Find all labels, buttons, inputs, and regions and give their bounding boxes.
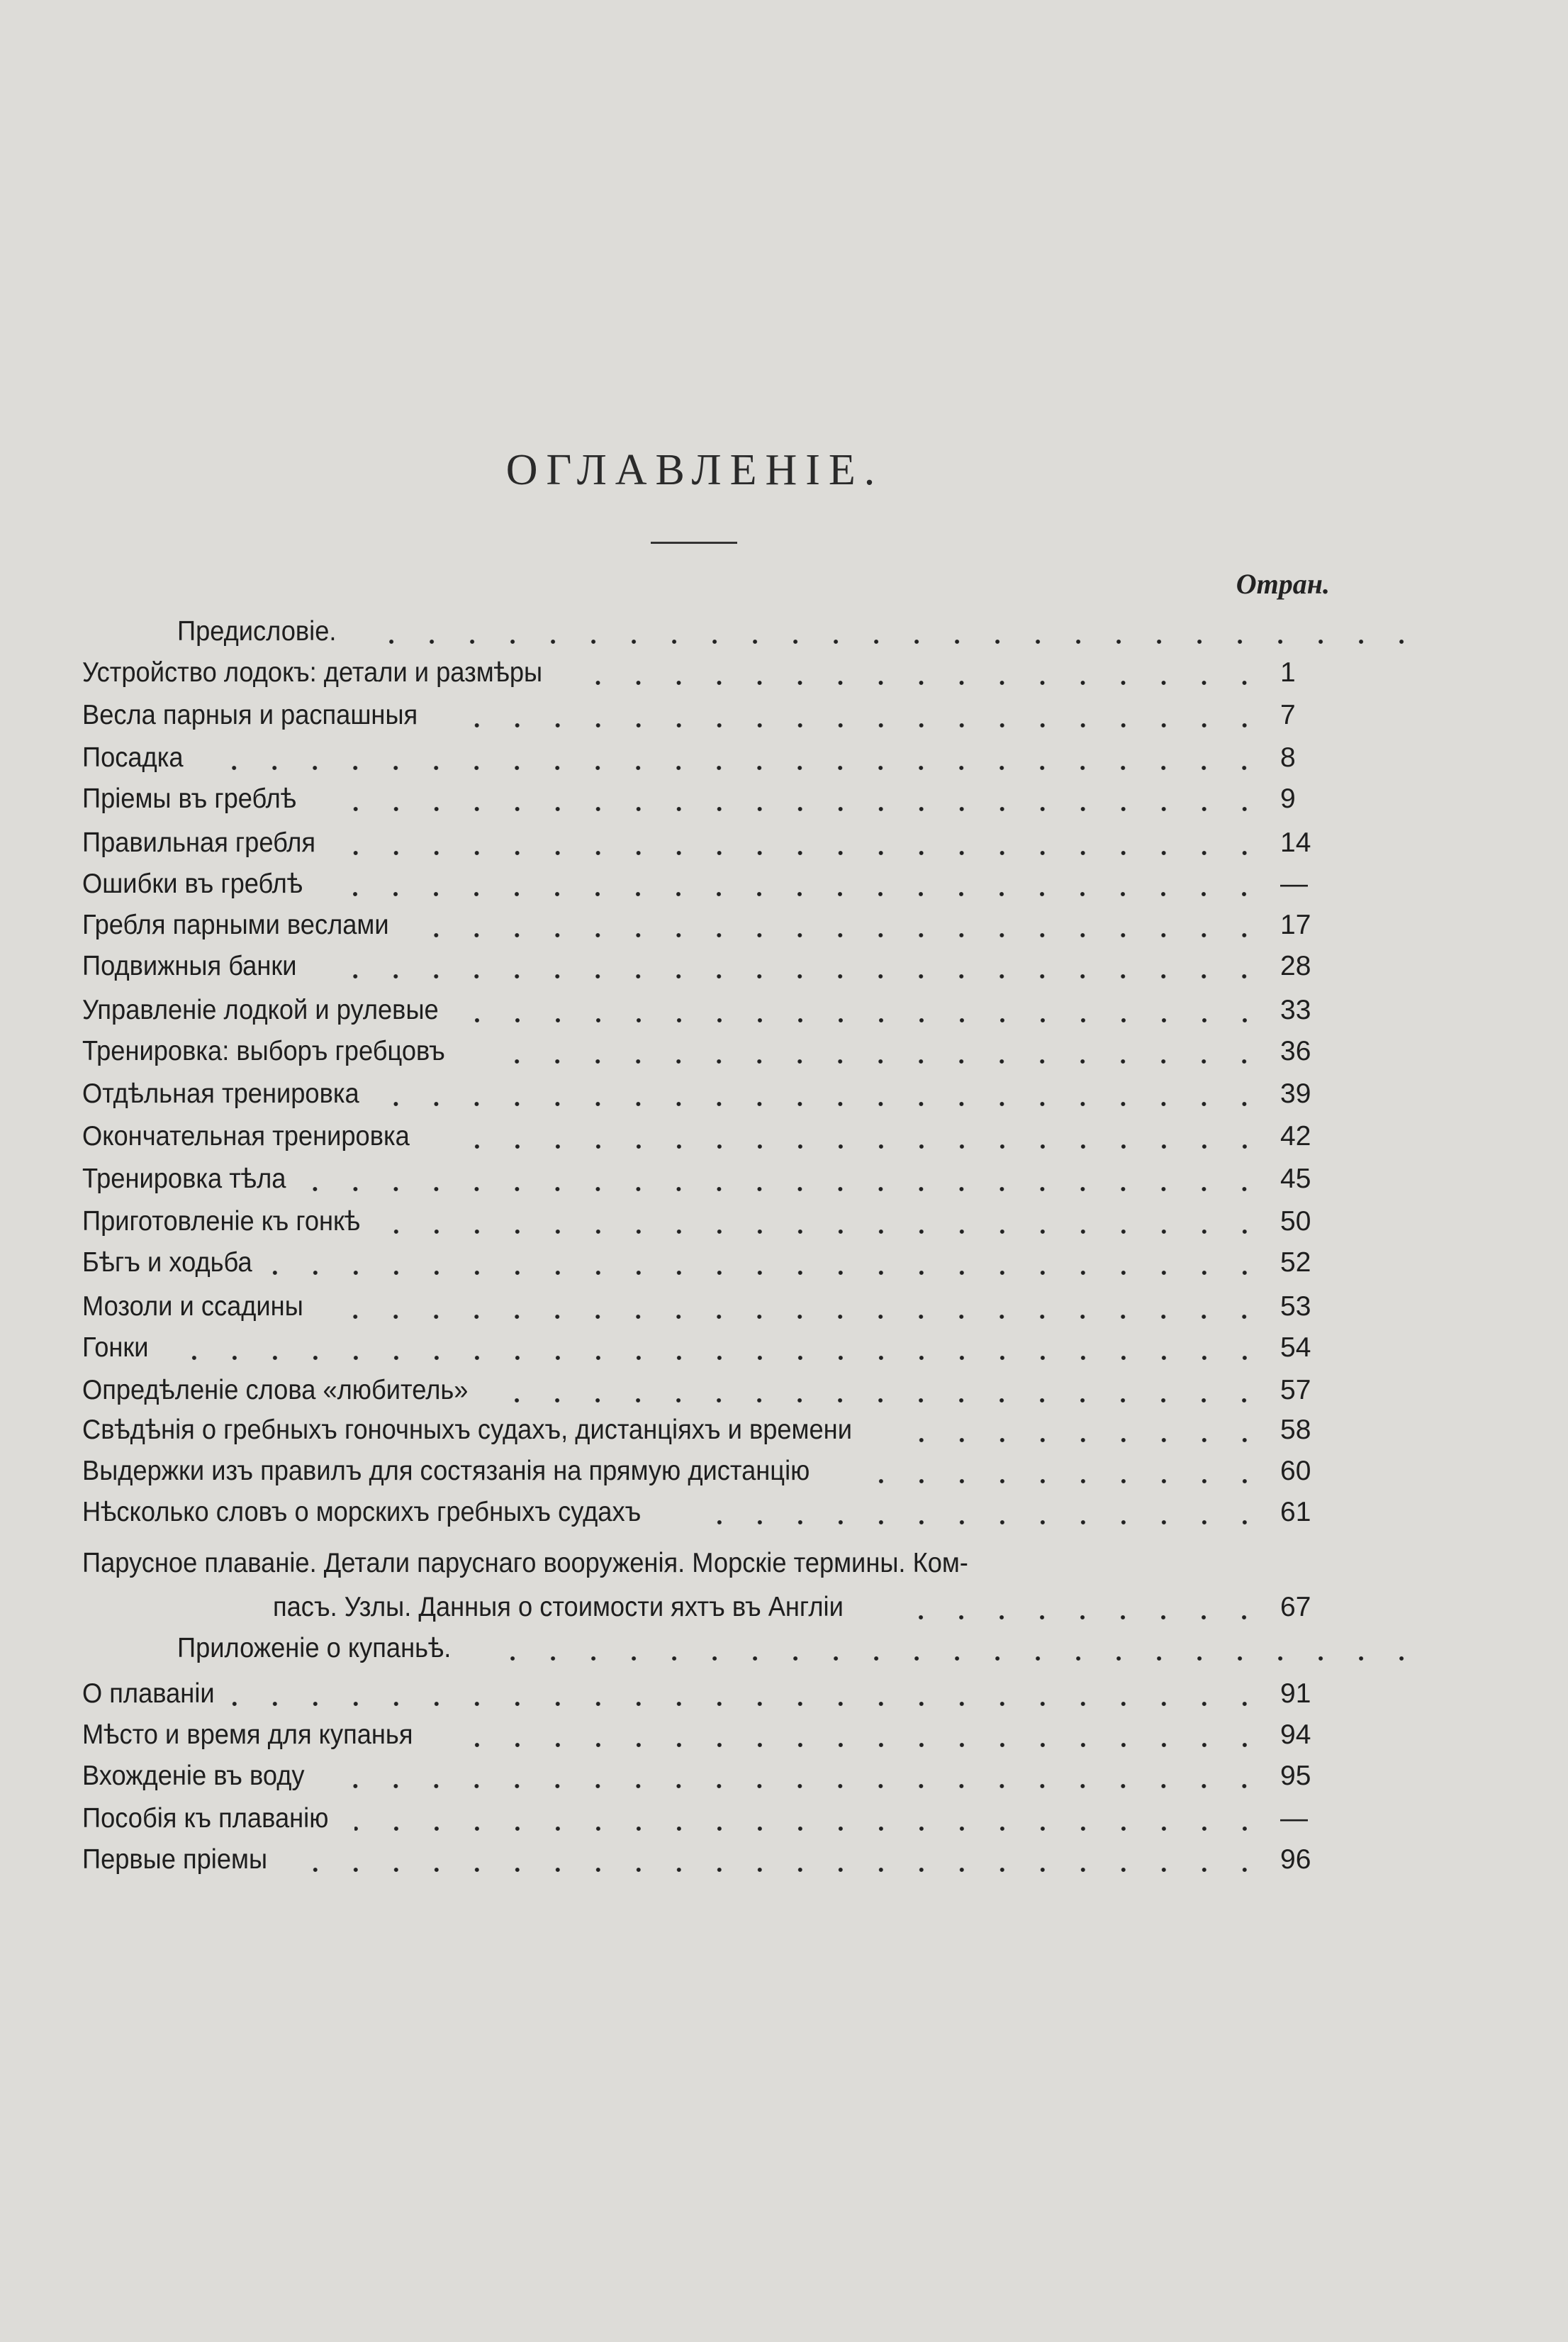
dot-leader [320, 946, 1265, 987]
toc-entry-label: Ошибки въ греблѣ [82, 869, 303, 899]
dot-leader [445, 1714, 1265, 1756]
toc-entry [82, 1074, 1330, 1115]
toc-entry-page: 8 [1280, 742, 1296, 773]
toc-entry-page: — [1280, 869, 1308, 899]
toc-entry-page: 45 [1280, 1164, 1311, 1194]
toc-entry-page: 33 [1280, 995, 1311, 1025]
toc-entry-page: 42 [1280, 1121, 1311, 1152]
toc-entry-label: пасъ. Узлы. Данныя о стоимости яхтъ въ Англiи [273, 1592, 844, 1622]
toc-entry-page: 96 [1280, 1844, 1311, 1875]
toc-entry [82, 1492, 1330, 1533]
toc-entry-page: 95 [1280, 1761, 1311, 1791]
dot-leader [340, 823, 1265, 864]
toc-entry-label: Мѣсто и время для купанья [82, 1719, 413, 1750]
dot-leader [479, 1031, 1265, 1072]
toc-entry-page: — [1280, 1803, 1308, 1834]
toc-entry-label: Первые прiемы [82, 1844, 268, 1875]
page-column-header: Отран. [1236, 568, 1330, 600]
toc-entry-page: 67 [1280, 1592, 1311, 1622]
toc-entry-page: 53 [1280, 1291, 1311, 1322]
toc-entry-label: Предисловiе. [177, 616, 337, 647]
toc-entry-label: Управленiе лодкой и рулевые [82, 995, 439, 1025]
toc-entry-label: Правильная гребля [82, 827, 316, 858]
dot-leader [198, 737, 1265, 779]
toc-entry-label: Окончательная тренировка [82, 1121, 410, 1152]
toc-entry [82, 1839, 1330, 1880]
toc-entry-page: 52 [1280, 1247, 1311, 1278]
title-divider [651, 542, 737, 544]
toc-entry-label: Опредѣленiе слова «любитель» [82, 1375, 469, 1405]
toc-entry-label: Мозоли и ссадины [82, 1291, 303, 1322]
dot-leader [232, 1673, 1265, 1714]
toc-entry-label: Гонки [82, 1332, 149, 1363]
dot-leader [320, 779, 1265, 820]
toc-entry-label: Подвижныя банки [82, 951, 297, 981]
toc-entry-label: Выдержки изъ правилъ для состязанiя на прямую дистанцiю [82, 1456, 810, 1486]
toc-entry-label: Прiемы въ греблѣ [82, 784, 297, 814]
toc-entry [82, 990, 1330, 1031]
dot-leader [893, 1587, 1265, 1628]
dot-leader [308, 1159, 1265, 1200]
toc-entry [82, 695, 1330, 736]
toc-entry-label: Тренировка тѣла [82, 1164, 286, 1194]
toc-entry-label: Приложенiе о купаньѣ. [177, 1633, 452, 1663]
toc-entry [82, 1673, 1330, 1714]
toc-entry [82, 823, 1330, 864]
dot-leader [917, 1410, 1265, 1451]
toc-entry-page: 61 [1280, 1497, 1311, 1527]
toc-entry [82, 1031, 1330, 1072]
dot-leader [478, 1628, 1422, 1669]
toc-entry-label: Отдѣльная тренировка [82, 1078, 359, 1109]
dot-leader [473, 990, 1265, 1031]
toc-entry-label: Бѣгъ и ходьба [82, 1247, 252, 1278]
toc-entry [82, 864, 1330, 905]
toc-entry-page: 58 [1280, 1415, 1311, 1445]
toc-entry-page: 1 [1280, 657, 1296, 688]
toc-entry [177, 611, 1425, 652]
toc-entry [82, 1756, 1330, 1797]
toc-entry [82, 1798, 1330, 1839]
toc-entry [82, 905, 1330, 946]
toc-entry-label: Свѣдѣнiя о гребныхъ гоночныхъ судахъ, дистанцiяхъ и времени [82, 1415, 852, 1445]
dot-leader [327, 1286, 1265, 1327]
toc-entry [82, 779, 1330, 820]
toc-entry [82, 1410, 1330, 1451]
toc-entry-label: Тренировка: выборъ гребцовъ [82, 1036, 445, 1066]
toc-entry-label: Парусное плаванiе. Детали паруснаго вооруженiя. Морскiе термины. Ком- [82, 1548, 968, 1578]
dot-leader [419, 905, 1265, 946]
toc-entry [82, 1242, 1330, 1283]
toc-entry-label: Гребля парными веслами [82, 910, 389, 940]
toc-entry-page: 28 [1280, 951, 1311, 981]
toc-entry-page: 9 [1280, 784, 1296, 814]
toc-entry [82, 1327, 1330, 1368]
toc-entry-page: 36 [1280, 1036, 1311, 1066]
toc-entry [82, 946, 1330, 987]
dot-leader [328, 1756, 1265, 1797]
toc-entry [82, 1451, 1330, 1492]
toc-entry-page: 57 [1280, 1375, 1311, 1405]
dot-leader [161, 1327, 1265, 1368]
dot-leader [690, 1492, 1265, 1533]
toc-entry [82, 1370, 1330, 1411]
toc-entry-page: 60 [1280, 1456, 1311, 1486]
dot-leader [289, 1839, 1265, 1880]
toc-entry [82, 1286, 1330, 1327]
toc-entry [177, 1628, 1425, 1669]
toc-entry-page: 91 [1280, 1678, 1311, 1709]
toc-entry-label: О плаванiи [82, 1678, 215, 1709]
toc-entry-label: Весла парныя и распашныя [82, 700, 418, 730]
toc-entry [82, 1116, 1330, 1157]
toc-entry-label: Посадка [82, 742, 184, 773]
toc-entry [82, 737, 1330, 779]
dot-leader [387, 1074, 1265, 1115]
dot-leader [872, 1451, 1265, 1492]
toc-entry [82, 652, 1330, 693]
toc-entry-page: 17 [1280, 910, 1311, 940]
toc-entry-page: 94 [1280, 1719, 1311, 1750]
toc-entry [82, 1159, 1330, 1200]
dot-leader [388, 1201, 1265, 1242]
toc-entry [82, 1543, 1330, 1584]
toc-entry-label: Устройство лодокъ: детали и размѣры [82, 657, 543, 688]
toc-entry-page: 50 [1280, 1206, 1311, 1237]
toc-entry [82, 1714, 1330, 1756]
dot-leader [442, 1116, 1265, 1157]
dot-leader [355, 611, 1422, 652]
toc-entry [273, 1587, 1330, 1628]
toc-entry-page: 7 [1280, 700, 1296, 730]
dot-leader [504, 1370, 1265, 1411]
dot-leader [326, 864, 1265, 905]
toc-entry [82, 1201, 1330, 1242]
page-title: ОГЛАВЛЕНIЕ. [505, 446, 884, 494]
dot-leader [272, 1242, 1265, 1283]
toc-entry-page: 54 [1280, 1332, 1311, 1363]
dot-leader [450, 695, 1265, 736]
toc-entry-page: 39 [1280, 1078, 1311, 1109]
toc-entry-label: Нѣсколько словъ о морскихъ гребныхъ судахъ [82, 1497, 642, 1527]
toc-entry-label: Пособiя къ плаванiю [82, 1803, 329, 1834]
toc-entry-label: Приготовленiе къ гонкѣ [82, 1206, 361, 1237]
dot-leader [354, 1798, 1265, 1839]
dot-leader [584, 652, 1265, 693]
toc-entry-page: 14 [1280, 827, 1311, 858]
toc-entry-label: Вхожденiе въ воду [82, 1761, 305, 1791]
